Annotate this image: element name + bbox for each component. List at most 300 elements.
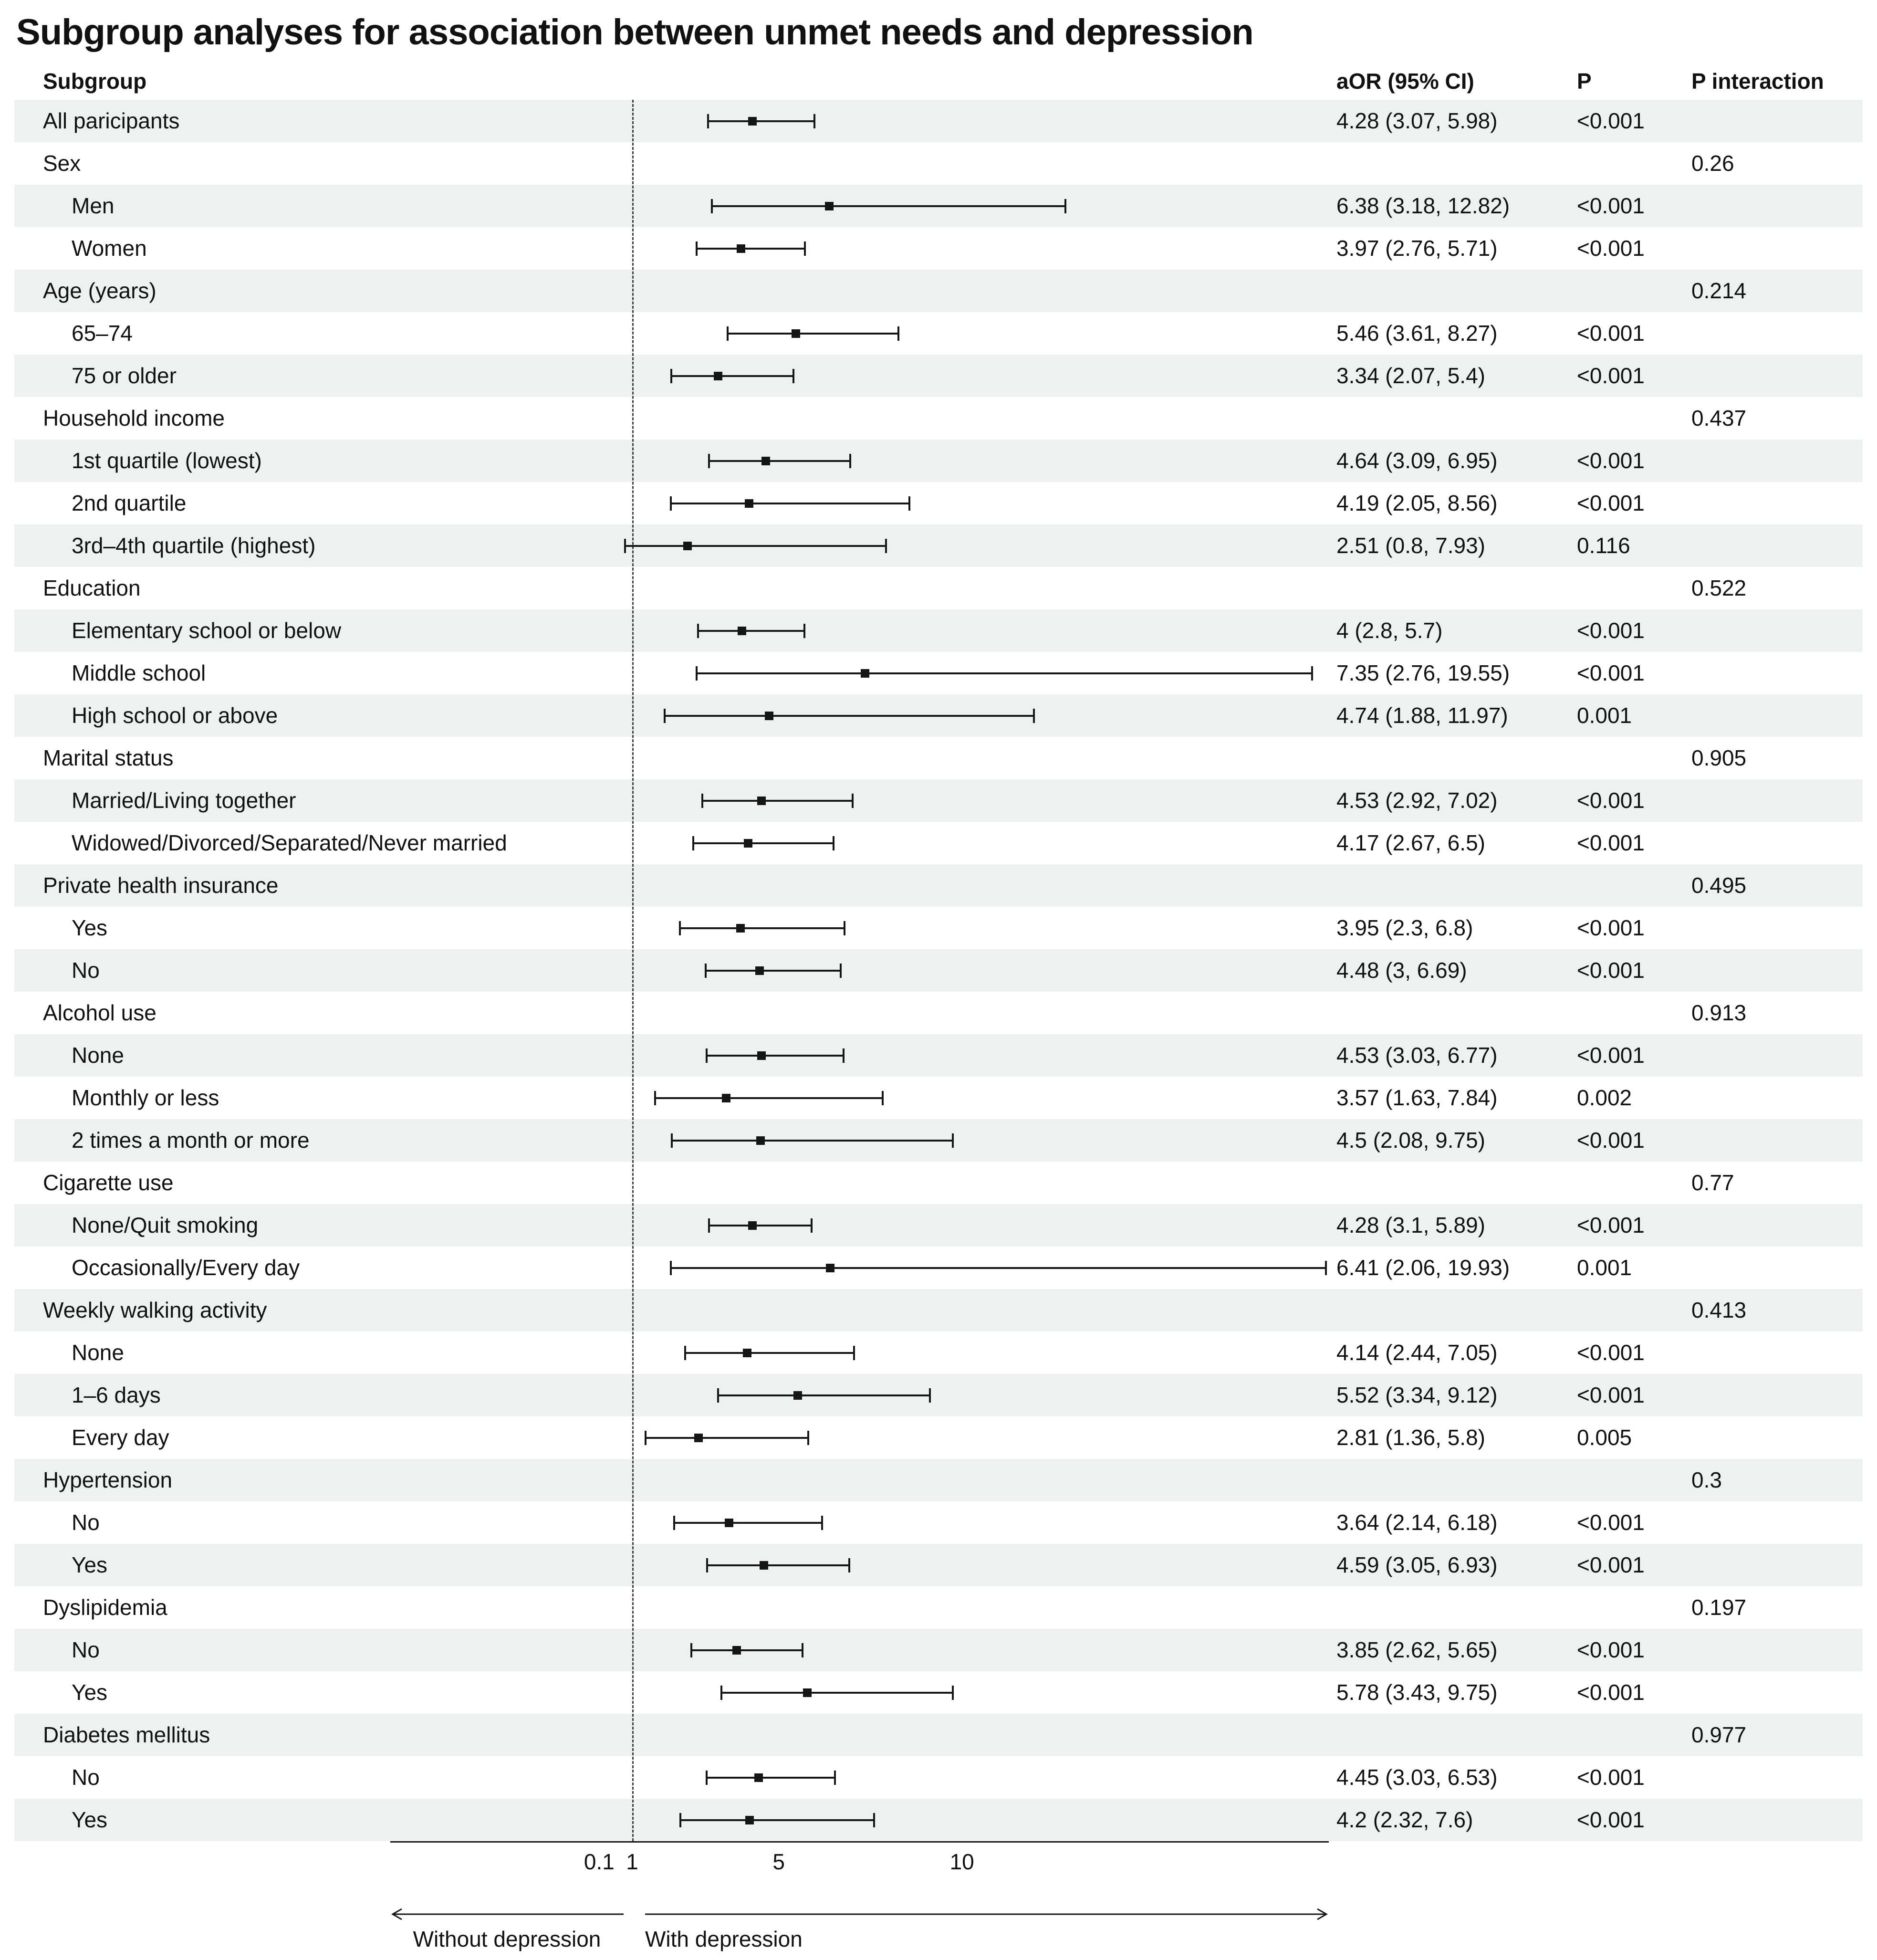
forest-rows <box>14 100 1863 1841</box>
p-value: <0.001 <box>1577 788 1645 813</box>
point-estimate-marker <box>748 1221 757 1230</box>
point-estimate-marker <box>755 966 764 975</box>
ci-cap-high <box>852 794 854 808</box>
point-estimate-marker <box>725 1519 733 1527</box>
subgroup-label: None <box>72 1340 124 1365</box>
forest-row <box>14 1119 1863 1162</box>
forest-row <box>14 1799 1863 1841</box>
ci-cap-high <box>897 326 899 341</box>
ci-line <box>691 1649 803 1651</box>
point-estimate-marker <box>803 1688 812 1697</box>
x-tick-label: 1 <box>626 1849 638 1874</box>
forest-row <box>14 397 1863 440</box>
p-value: <0.001 <box>1577 1807 1645 1833</box>
forest-plot-cell <box>390 609 1329 652</box>
p-value: <0.001 <box>1577 830 1645 856</box>
p-value: 0.002 <box>1577 1085 1632 1111</box>
forest-plot-figure <box>0 11 1877 1956</box>
ci-cap-low <box>708 454 710 468</box>
subgroup-label: Men <box>72 193 115 219</box>
ci-cap-high <box>833 836 834 850</box>
p-value: <0.001 <box>1577 660 1645 686</box>
ci-cap-low <box>707 114 709 128</box>
ci-cap-low <box>697 624 699 638</box>
subgroup-label: No <box>72 1637 100 1663</box>
forest-plot-cell <box>390 1714 1329 1756</box>
subgroup-label: Middle school <box>72 660 206 686</box>
forest-row <box>14 312 1863 355</box>
ci-cap-high <box>882 1091 884 1105</box>
ci-cap-low <box>624 539 626 553</box>
forest-plot-cell <box>390 1756 1329 1799</box>
ci-cap-low <box>671 1133 673 1148</box>
ci-cap-high <box>804 241 806 256</box>
direction-arrows <box>390 1903 1329 1925</box>
point-estimate-marker <box>826 1264 834 1272</box>
point-estimate-marker <box>761 457 770 465</box>
forest-row <box>14 1162 1863 1204</box>
col-header-plot-spacer <box>390 63 1329 100</box>
forest-row <box>14 779 1863 822</box>
forest-row <box>14 185 1863 227</box>
ci-cap-high <box>802 1643 803 1657</box>
ci-line <box>707 1055 844 1057</box>
aor-value: 5.46 (3.61, 8.27) <box>1336 321 1498 346</box>
forest-row <box>14 440 1863 482</box>
forest-plot-cell <box>390 142 1329 185</box>
forest-plot-cell <box>390 1586 1329 1629</box>
forest-plot-cell <box>390 440 1329 482</box>
ci-cap-low <box>690 1643 692 1657</box>
p-value: <0.001 <box>1577 1552 1645 1578</box>
ci-cap-high <box>929 1388 931 1403</box>
forest-plot-cell <box>390 1077 1329 1119</box>
ci-cap-high <box>1033 709 1035 723</box>
subgroup-label: Elementary school or below <box>72 618 342 643</box>
aor-value: 4.28 (3.07, 5.98) <box>1336 108 1498 134</box>
aor-value: 4.5 (2.08, 9.75) <box>1336 1128 1485 1153</box>
forest-row <box>14 1331 1863 1374</box>
forest-row <box>14 652 1863 694</box>
forest-row <box>14 864 1863 907</box>
p-interaction-value: 0.26 <box>1691 151 1734 176</box>
forest-plot-cell <box>390 270 1329 312</box>
p-value: 0.001 <box>1577 1255 1632 1280</box>
ci-cap-high <box>840 964 842 978</box>
p-value: <0.001 <box>1577 1128 1645 1153</box>
p-value: <0.001 <box>1577 958 1645 983</box>
aor-value: 4.19 (2.05, 8.56) <box>1336 491 1498 516</box>
ci-cap-high <box>853 1346 855 1360</box>
ci-cap-low <box>706 1558 708 1572</box>
p-interaction-value: 0.495 <box>1691 873 1747 898</box>
subgroup-label: No <box>72 958 100 983</box>
p-value: 0.001 <box>1577 703 1632 728</box>
forest-row <box>14 227 1863 270</box>
ci-cap-high <box>1325 1261 1327 1275</box>
ci-line <box>655 1097 883 1099</box>
ci-cap-high <box>873 1813 875 1827</box>
p-interaction-value: 0.977 <box>1691 1722 1747 1748</box>
ci-cap-high <box>885 539 887 553</box>
p-value: <0.001 <box>1577 193 1645 219</box>
ci-cap-low <box>692 836 694 850</box>
forest-plot-cell <box>390 822 1329 864</box>
ci-line <box>697 248 805 250</box>
ci-line <box>708 120 814 122</box>
ci-cap-low <box>701 794 703 808</box>
forest-plot-cell <box>390 227 1329 270</box>
subgroup-label: Women <box>72 236 147 261</box>
p-interaction-value: 0.3 <box>1691 1467 1722 1493</box>
aor-value: 2.81 (1.36, 5.8) <box>1336 1425 1485 1450</box>
p-value: <0.001 <box>1577 491 1645 516</box>
aor-value: 4.28 (3.1, 5.89) <box>1336 1213 1485 1238</box>
point-estimate-marker <box>760 1561 768 1570</box>
forest-row <box>14 1671 1863 1714</box>
forest-row <box>14 1034 1863 1077</box>
subgroup-label: No <box>72 1765 100 1790</box>
forest-row <box>14 907 1863 949</box>
forest-table <box>14 63 1863 1956</box>
forest-row <box>14 1586 1863 1629</box>
ci-cap-high <box>1311 666 1313 681</box>
ci-cap-low <box>720 1686 722 1700</box>
ci-cap-low <box>679 1813 681 1827</box>
ci-line <box>671 503 909 504</box>
forest-plot-cell <box>390 567 1329 609</box>
subgroup-label: Age (years) <box>43 278 156 304</box>
forest-plot-cell <box>390 907 1329 949</box>
forest-plot-cell <box>390 1034 1329 1077</box>
point-estimate-marker <box>694 1434 703 1442</box>
p-value: <0.001 <box>1577 236 1645 261</box>
subgroup-label: Yes <box>72 1552 108 1578</box>
subgroup-label: Married/Living together <box>72 788 296 813</box>
subgroup-label: Weekly walking activity <box>43 1298 267 1323</box>
subgroup-label: 3rd–4th quartile (highest) <box>72 533 316 558</box>
aor-value: 2.51 (0.8, 7.93) <box>1336 533 1485 558</box>
ci-line <box>674 1522 822 1524</box>
col-header-p: P <box>1577 68 1592 94</box>
subgroup-label: Yes <box>72 1807 108 1833</box>
p-value: <0.001 <box>1577 108 1645 134</box>
forest-plot-cell <box>390 1629 1329 1671</box>
ci-cap-low <box>708 1218 710 1233</box>
forest-row <box>14 270 1863 312</box>
forest-row <box>14 482 1863 524</box>
forest-row <box>14 1204 1863 1247</box>
point-estimate-marker <box>738 627 746 635</box>
aor-value: 3.57 (1.63, 7.84) <box>1336 1085 1498 1111</box>
ci-cap-low <box>727 326 729 341</box>
ci-cap-low <box>670 369 672 383</box>
p-value: <0.001 <box>1577 1765 1645 1790</box>
subgroup-label: Sex <box>43 151 81 176</box>
ci-line <box>718 1394 930 1396</box>
ci-cap-high <box>834 1771 836 1785</box>
subgroup-label: Cigarette use <box>43 1170 174 1195</box>
col-header-aor: aOR (95% CI) <box>1336 68 1474 94</box>
forest-plot-cell <box>390 185 1329 227</box>
aor-value: 4.59 (3.05, 6.93) <box>1336 1552 1498 1578</box>
col-header-p-interaction: P interaction <box>1691 68 1824 94</box>
point-estimate-marker <box>754 1773 763 1782</box>
point-estimate-marker <box>714 372 722 380</box>
p-value: <0.001 <box>1577 363 1645 388</box>
forest-row <box>14 609 1863 652</box>
aor-value: 4.45 (3.03, 6.53) <box>1336 1765 1498 1790</box>
x-tick-label: 5 <box>772 1849 785 1874</box>
ci-line <box>728 333 898 335</box>
forest-plot-cell <box>390 1204 1329 1247</box>
x-axis-line <box>390 1841 1329 1843</box>
forest-plot-cell <box>390 312 1329 355</box>
point-estimate-marker <box>732 1646 741 1655</box>
p-interaction-value: 0.437 <box>1691 406 1747 431</box>
p-value: 0.116 <box>1577 533 1630 558</box>
ci-cap-high <box>811 1218 813 1233</box>
ci-cap-low <box>696 241 698 256</box>
ci-cap-high <box>807 1431 809 1445</box>
ci-cap-low <box>654 1091 656 1105</box>
forest-row <box>14 1756 1863 1799</box>
ci-cap-low <box>679 921 681 935</box>
ci-line <box>625 545 886 547</box>
forest-row <box>14 142 1863 185</box>
figure-title: Subgroup analyses for association between unmet needs and depression <box>16 12 1253 52</box>
subgroup-label: 75 or older <box>72 363 177 388</box>
forest-plot-cell <box>390 1459 1329 1501</box>
point-estimate-marker <box>765 712 773 720</box>
p-value: <0.001 <box>1577 1680 1645 1705</box>
direction-annotation <box>390 1903 1329 1956</box>
aor-value: 4.14 (2.44, 7.05) <box>1336 1340 1498 1365</box>
point-estimate-marker <box>745 1816 754 1824</box>
ci-line <box>706 970 841 972</box>
forest-plot-cell <box>390 1247 1329 1289</box>
subgroup-label: All paricipants <box>43 108 180 134</box>
subgroup-label: Widowed/Divorced/Separated/Never married <box>72 830 507 856</box>
x-axis <box>390 1841 1329 1903</box>
subgroup-label: 1st quartile (lowest) <box>72 448 262 473</box>
ci-line <box>665 715 1034 717</box>
forest-plot-cell <box>390 1799 1329 1841</box>
ci-cap-high <box>952 1133 954 1148</box>
subgroup-label: 2nd quartile <box>72 491 187 516</box>
p-value: <0.001 <box>1577 1043 1645 1068</box>
ci-cap-low <box>706 1771 708 1785</box>
forest-plot-cell <box>390 1331 1329 1374</box>
forest-row <box>14 1374 1863 1416</box>
ci-line <box>646 1437 808 1439</box>
p-value: <0.001 <box>1577 915 1645 941</box>
aor-value: 3.95 (2.3, 6.8) <box>1336 915 1473 941</box>
forest-row <box>14 1714 1863 1756</box>
ci-line <box>671 1267 1325 1269</box>
right-arrow-label: With depression <box>645 1927 803 1951</box>
ci-cap-high <box>813 114 815 128</box>
ci-cap-low <box>705 964 707 978</box>
ci-line <box>707 1777 835 1779</box>
aor-value: 6.38 (3.18, 12.82) <box>1336 193 1510 219</box>
p-value: <0.001 <box>1577 1340 1645 1365</box>
p-value: <0.001 <box>1577 618 1645 643</box>
ci-line <box>721 1692 953 1694</box>
reference-line <box>632 100 634 1841</box>
ci-cap-low <box>670 1261 672 1275</box>
subgroup-label: Alcohol use <box>43 1000 156 1026</box>
ci-line <box>680 927 845 929</box>
ci-cap-high <box>793 369 794 383</box>
aor-value: 6.41 (2.06, 19.93) <box>1336 1255 1510 1280</box>
ci-cap-low <box>664 709 666 723</box>
with-depression-arrow <box>645 1909 1326 1919</box>
ci-line <box>702 800 853 802</box>
subgroup-label: None/Quit smoking <box>72 1213 259 1238</box>
p-interaction-value: 0.522 <box>1691 576 1747 601</box>
aor-value: 4.64 (3.09, 6.95) <box>1336 448 1498 473</box>
forest-plot-cell <box>390 1671 1329 1714</box>
ci-line <box>672 1140 953 1142</box>
forest-plot-cell <box>390 864 1329 907</box>
aor-value: 3.97 (2.76, 5.71) <box>1336 236 1498 261</box>
aor-value: 4.2 (2.32, 7.6) <box>1336 1807 1473 1833</box>
forest-plot-cell <box>390 1119 1329 1162</box>
point-estimate-marker <box>748 117 757 126</box>
forest-row <box>14 100 1863 142</box>
subgroup-label: 2 times a month or more <box>72 1128 310 1153</box>
ci-cap-high <box>849 454 851 468</box>
p-value: <0.001 <box>1577 1510 1645 1535</box>
ci-line <box>680 1819 874 1821</box>
p-value: <0.001 <box>1577 1383 1645 1408</box>
p-interaction-value: 0.197 <box>1691 1595 1747 1620</box>
p-value: 0.005 <box>1577 1425 1632 1450</box>
p-value: <0.001 <box>1577 1637 1645 1663</box>
forest-plot-cell <box>390 949 1329 992</box>
forest-plot-cell <box>390 737 1329 779</box>
ci-cap-high <box>1064 199 1066 213</box>
aor-value: 4.53 (2.92, 7.02) <box>1336 788 1498 813</box>
subgroup-label: Yes <box>72 1680 108 1705</box>
point-estimate-marker <box>683 542 692 550</box>
forest-row <box>14 1501 1863 1544</box>
subgroup-label: Education <box>43 576 141 601</box>
forest-plot-cell <box>390 1374 1329 1416</box>
point-estimate-marker <box>745 499 753 508</box>
p-interaction-value: 0.413 <box>1691 1298 1747 1323</box>
forest-plot-cell <box>390 1544 1329 1586</box>
aor-value: 5.78 (3.43, 9.75) <box>1336 1680 1498 1705</box>
point-estimate-marker <box>722 1094 730 1102</box>
forest-plot-cell <box>390 1416 1329 1459</box>
forest-plot-cell <box>390 1289 1329 1331</box>
ci-cap-low <box>706 1048 708 1063</box>
aor-value: 4.74 (1.88, 11.97) <box>1336 703 1508 728</box>
subgroup-label: 1–6 days <box>72 1383 161 1408</box>
ci-cap-high <box>844 921 845 935</box>
p-interaction-value: 0.214 <box>1691 278 1747 304</box>
subgroup-label: Household income <box>43 406 225 431</box>
forest-plot-cell <box>390 1501 1329 1544</box>
p-interaction-value: 0.77 <box>1691 1170 1734 1195</box>
aor-value: 7.35 (2.76, 19.55) <box>1336 660 1510 686</box>
aor-value: 5.52 (3.34, 9.12) <box>1336 1383 1498 1408</box>
ci-line <box>693 842 834 844</box>
subgroup-label: Dyslipidemia <box>43 1595 167 1620</box>
forest-row <box>14 1289 1863 1331</box>
forest-plot-cell <box>390 694 1329 737</box>
forest-plot-cell <box>390 397 1329 440</box>
ci-cap-high <box>821 1516 823 1530</box>
subgroup-label: Monthly or less <box>72 1085 219 1111</box>
ci-cap-low <box>673 1516 675 1530</box>
forest-plot-cell <box>390 652 1329 694</box>
x-tick-label: 10 <box>949 1849 974 1874</box>
forest-row <box>14 524 1863 567</box>
forest-plot-cell <box>390 779 1329 822</box>
aor-value: 4.48 (3, 6.69) <box>1336 958 1467 983</box>
ci-cap-low <box>684 1346 686 1360</box>
x-tick-label: 0.1 <box>584 1849 615 1874</box>
ci-cap-low <box>696 666 698 681</box>
p-value: <0.001 <box>1577 448 1645 473</box>
point-estimate-marker <box>737 244 745 253</box>
point-estimate-marker <box>861 669 869 678</box>
point-estimate-marker <box>744 839 752 848</box>
ci-cap-low <box>670 496 672 511</box>
ci-cap-high <box>803 624 805 638</box>
p-value: <0.001 <box>1577 321 1645 346</box>
ci-cap-low <box>645 1431 647 1445</box>
ci-cap-low <box>711 199 713 213</box>
forest-row <box>14 1077 1863 1119</box>
subgroup-label: Occasionally/Every day <box>72 1255 300 1280</box>
direction-labels <box>390 1926 1329 1956</box>
ci-line <box>709 460 850 462</box>
point-estimate-marker <box>792 329 800 338</box>
aor-value: 3.85 (2.62, 5.65) <box>1336 1637 1498 1663</box>
subgroup-label: Hypertension <box>43 1467 173 1493</box>
col-header-subgroup: Subgroup <box>43 68 147 94</box>
subgroup-label: 65–74 <box>72 321 133 346</box>
column-header-row <box>14 63 1863 100</box>
ci-cap-high <box>843 1048 845 1063</box>
point-estimate-marker <box>825 202 834 210</box>
forest-row <box>14 355 1863 397</box>
aor-value: 4.53 (3.03, 6.77) <box>1336 1043 1498 1068</box>
ci-cap-high <box>908 496 910 511</box>
forest-plot-cell <box>390 482 1329 524</box>
subgroup-label: No <box>72 1510 100 1535</box>
forest-row <box>14 1416 1863 1459</box>
aor-value: 3.64 (2.14, 6.18) <box>1336 1510 1498 1535</box>
p-value: <0.001 <box>1577 1213 1645 1238</box>
ci-line <box>697 672 1312 674</box>
ci-line <box>685 1352 854 1354</box>
subgroup-label: Diabetes mellitus <box>43 1722 210 1748</box>
aor-value: 4.17 (2.67, 6.5) <box>1336 830 1485 856</box>
ci-line <box>709 1225 811 1226</box>
p-interaction-value: 0.905 <box>1691 745 1747 771</box>
forest-row <box>14 1247 1863 1289</box>
point-estimate-marker <box>756 1136 765 1145</box>
forest-row <box>14 822 1863 864</box>
forest-row <box>14 737 1863 779</box>
forest-plot-cell <box>390 992 1329 1034</box>
ci-cap-high <box>952 1686 954 1700</box>
